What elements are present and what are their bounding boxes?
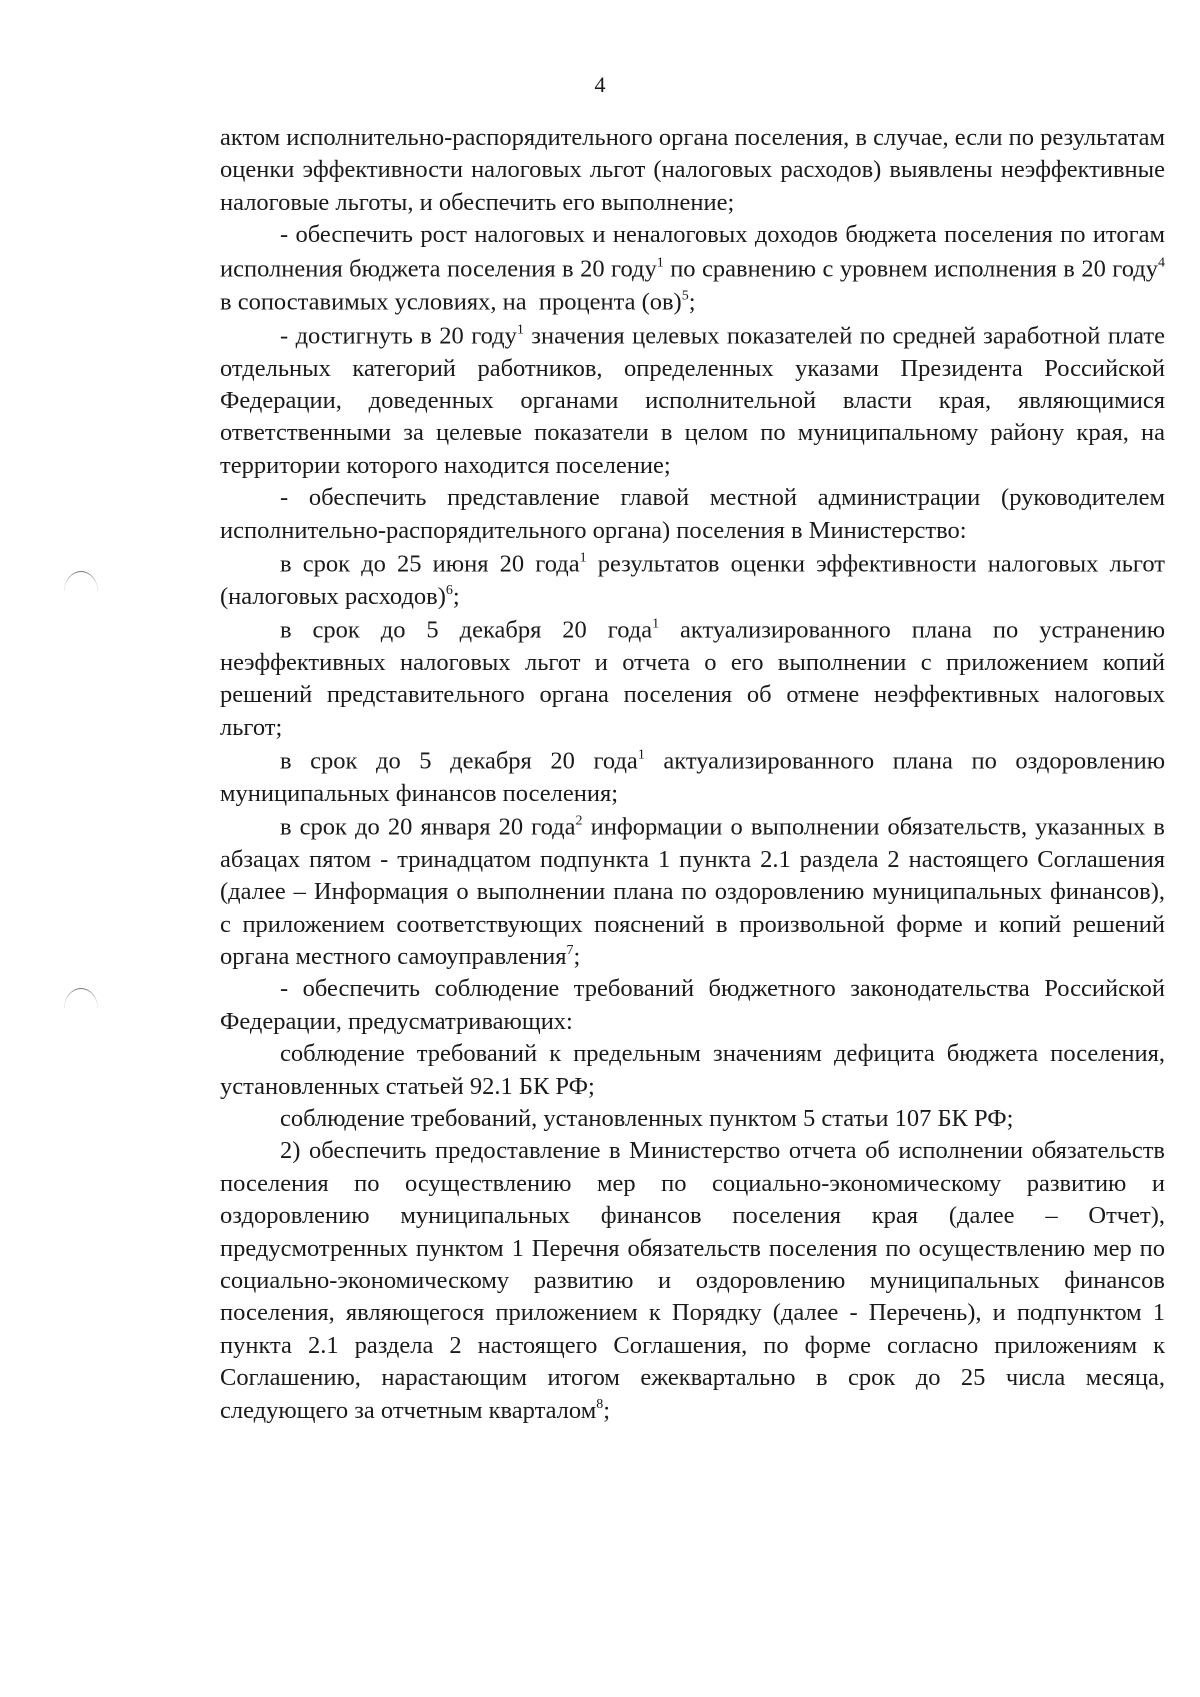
paragraph-text: информации о выполнении обязательств, указанных в абзацах пятом - тринадцатом подпункта 1 пункта 2.1 раздела 2 настоящего Соглашения (далее – Информация о выполнении плана по оздоровлению муниципальных финансов), с приложением соответствующих пояснений в произвольной форме и копий решений органа местного самоуправления (220, 813, 1165, 971)
paragraph-text: в срок до 20 января 20 (280, 813, 524, 841)
paragraph-text: году (1105, 254, 1158, 282)
paragraph-text: в срок до 5 декабря 20 (280, 616, 587, 644)
punch-hole-mark (64, 571, 98, 592)
paragraph-text: ; (573, 943, 581, 971)
footnote-ref: 4 (1158, 254, 1165, 270)
paragraph-text: года (574, 747, 638, 775)
paragraph-text: в сопоставимых условиях, на (220, 288, 533, 316)
paragraph (220, 613, 1165, 744)
paragraph-text: года (523, 813, 576, 841)
paragraph (220, 219, 1165, 319)
footnote-ref: 1 (656, 254, 664, 270)
paragraph-text: соблюдение требований к предельным значениям дефицита бюджета поселения, установленных статьей 92.1 БК РФ; (220, 1040, 1165, 1100)
paragraph-text: результатов оценки эффективности налоговых льгот (налоговых расходов) (220, 550, 1166, 610)
paragraph-text: года (524, 550, 580, 578)
footnote-ref: 7 (566, 943, 574, 959)
footnote-ref: 8 (596, 1396, 604, 1412)
paragraph-text: актуализированного плана по оздоровлению муниципальных финансов поселения; (220, 747, 1165, 807)
punch-hole-mark (64, 988, 98, 1009)
paragraph-text: процента (ов) (532, 288, 682, 316)
footnote-ref: 6 (445, 582, 453, 598)
footnote-ref: 2 (575, 813, 583, 829)
paragraph-text: в срок до 5 декабря 20 (280, 747, 575, 775)
paragraph (220, 973, 1165, 1038)
paragraph-text: году (463, 322, 517, 350)
paragraph (220, 744, 1165, 810)
paragraph (220, 122, 1165, 219)
paragraph-text: актом исполнительно-распорядительного органа поселения, в случае, если по результатам оценки эффективности налоговых льгот (налоговых расходов) выявлены неэффективные налоговые льготы, и обеспечить его выполнение; (220, 124, 1165, 216)
paragraph-text: ; (452, 582, 460, 610)
paragraph-text: ; (603, 1396, 611, 1424)
paragraph (220, 1135, 1165, 1427)
footnote-ref: 1 (579, 550, 587, 566)
paragraph-text: актуализированного плана по устранению неэффективных налоговых льгот и отчета о его выполнении с приложением копий решений представительного органа поселения об отмене неэффективных налоговых льгот; (220, 616, 1165, 741)
paragraph-text: - обеспечить соблюдение требований бюджетного законодательства Российской Федерации, предусматривающих: (220, 975, 1165, 1035)
page-number: 4 (594, 72, 606, 97)
paragraph-text: - обеспечить рост налоговых и неналоговых доходов бюджета поселения по итогам исполнения бюджета поселения в 20 (220, 221, 1165, 282)
paragraph (220, 1038, 1165, 1103)
paragraph-text: ; (688, 288, 696, 316)
paragraph (220, 547, 1165, 613)
paragraph-text: соблюдение требований, установленных пунктом 5 статьи 107 БК РФ; (280, 1105, 1014, 1133)
footnote-ref: 1 (516, 322, 524, 338)
paragraph-text: в срок до 25 июня 20 (280, 550, 525, 578)
footnote-ref: 1 (637, 747, 645, 763)
paragraph-text: - обеспечить представление главой местной администрации (руководителем исполнительно-распорядительного органа) поселения в Министерство: (220, 484, 1165, 544)
paragraph-text: по сравнению с уровнем исполнения в 20 (663, 254, 1106, 282)
paragraph-text: - достигнуть в 20 (280, 322, 464, 350)
paragraph-text: 2) обеспечить предоставление в Министерство отчета об исполнении обязательств поселения по осуществлению мер по социально-экономическому развитию и оздоровлению муниципальных финансов поселения края (далее – Отчет), предусмотренных пунктом 1 Перечня обязательств поселения по осуществлению мер по социально-экономическому развитию и оздоровлению муниципальных финансов поселения, являющегося приложением к Порядку (далее - Перечень), и подпунктом 1 пункта 2.1 раздела 2 настоящего Соглашения, по форме согласно приложениям к Соглашению, нарастающим итогом ежеквартально в срок до 25 числа месяца, следующего за отчетным кварталом (220, 1137, 1165, 1424)
paragraph-text: значения целевых показателей по средней заработной плате отдельных категорий работников, определенных указами Президента Российской Федерации, доведенных органами исполнительной власти края, являющимися ответственными за целевые показатели в целом по муниципальному району края, на территории которого находится поселение; (220, 322, 1165, 479)
footnote-ref: 1 (652, 616, 660, 632)
paragraph-text: года (586, 616, 653, 644)
paragraph (220, 1103, 1165, 1135)
paragraph (220, 319, 1165, 482)
paragraph (220, 810, 1165, 973)
paragraph-text: году (604, 254, 657, 282)
footnote-ref: 5 (681, 288, 689, 304)
paragraph (220, 482, 1165, 547)
document-body (220, 122, 1165, 1427)
